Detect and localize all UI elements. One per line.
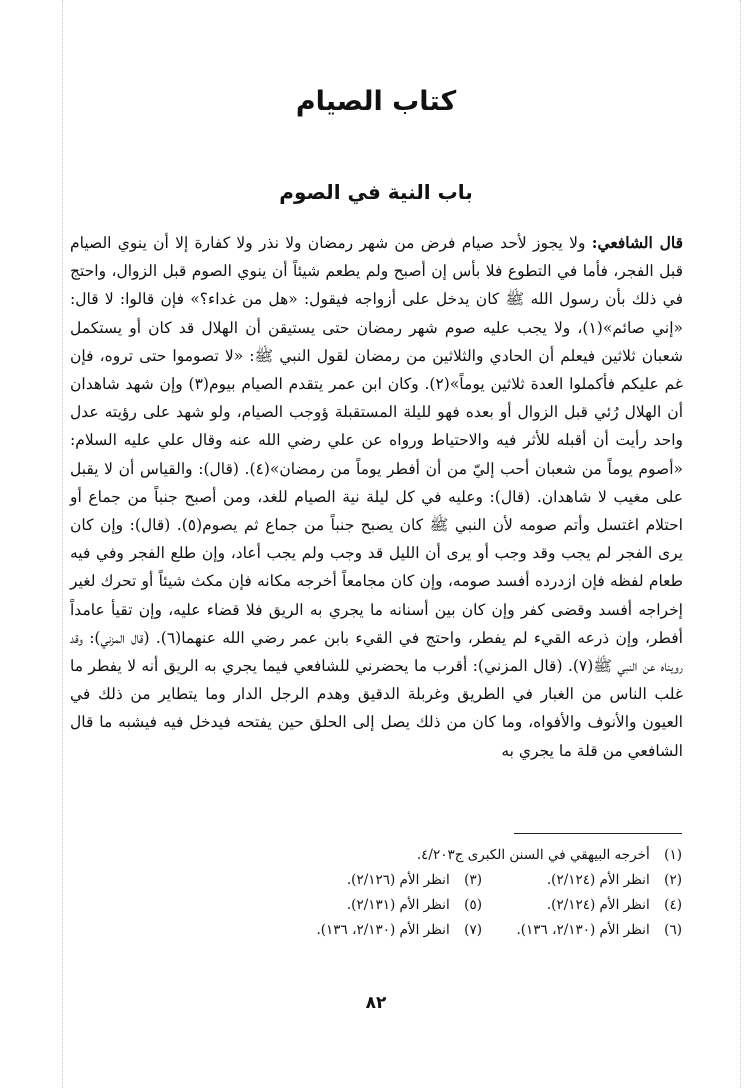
chapter-title: باب النية في الصوم — [279, 180, 473, 204]
footnotes — [69, 843, 682, 943]
footnote-number: (٣) — [464, 872, 482, 888]
main-text — [70, 229, 683, 765]
book-title: كتاب الصيام — [295, 86, 457, 117]
footnote-number: (٧) — [464, 922, 482, 938]
footnote-number: (٦) — [664, 922, 682, 938]
footnote-text: انظر الأم (٢/١٣١). — [346, 897, 450, 913]
lead-in: قال الشافعي: — [591, 233, 683, 252]
footnote — [482, 918, 682, 943]
footnote-text: انظر الأم (٢/١٣٠، ١٣٦). — [516, 922, 650, 938]
footnote-number: (١) — [664, 847, 682, 863]
footnote-number: (٥) — [464, 897, 482, 913]
footnote-row — [69, 843, 682, 868]
footnote-number: (٤) — [664, 897, 682, 913]
scan-margin-line — [740, 0, 741, 1088]
footnote — [482, 893, 682, 918]
footnote-row — [69, 868, 682, 893]
footnote-row — [69, 893, 682, 918]
footnote-text: انظر الأم (٢/١٣٠، ١٣٦). — [316, 922, 450, 938]
scan-margin-line — [62, 0, 63, 1088]
footnote-separator — [514, 833, 682, 834]
footnote-text: انظر الأم (٢/١٢٤). — [546, 872, 650, 888]
paragraph-body: ولا يجوز لأحد صيام فرض من شهر رمضان ولا نذر ولا كفارة إلا أن ينوي الصيام قبل الفجر، فأما في التطوع فلا بأس إن أصبح ولم يطعم شيئاً أن ينوي الصوم قبل الزوال، واحتج في ذلك بأن رسول الله ﷺ كان يدخل على أزواجه فيقول: «هل من غداء؟» فإن قالوا: لا قال: «إني صائم»(١)، ولا يجب عليه صوم شهر رمضان حتى يستيقن أن الهلال قد كان أو يستكمل شعبان ثلاثين فيعلم أن الحادي والثلاثين من رمضان لقول النبي ﷺ: «لا تصوموا حتى تروه، فإن غم عليكم فأكملوا العدة ثلاثين يوماً»(٢). وكان ابن عمر يتقدم الصيام بيوم(٣) وإن شهد شاهدان أن الهلال رُئي قبل الزوال أو بعده فهو لليلة المستقبلة ؤوجب الصيام، ولو شهد على رؤيته عدل واحد رأيت أن أقبله للأثر فيه والاحتياط ورواه عن علي رضي الله عنه وقال علي عليه السلام: «أصوم يوماً من شعبان أحب إليّ من أن أفطر يوماً من رمضان»(٤). (قال): والقياس أن لا يقبل على مغيب لا شاهدان. (قال): وعليه في كل ليلة نية الصيام للغد، ومن أصبح جنباً من جماع أو احتلام اغتسل وأتم صومه لأن النبي ﷺ كان يصبح جنباً من جماع ثم يصوم(٥). (قال): وإن كان يرى الفجر لم يجب وقد وجب أو يرى أن الليل قد وجب ولم يجب أعاد، وإن طلع الفجر وفي فيه طعام لفظه فإن ازدرده أفسد صومه، وإن كان مجامعاً أخرجه مكانه فإن مكث شيئاً أو تحرك لغير إخراجه أفسد وقضى كفر وإن كان بين أسنانه ما يجري به الريق فلا قضاء عليه، وإن تقيأ عامداً أفطر، وإن ذرعه القيء لم يفطر، واحتج في القيء بابن عمر رضي الله عنهما(٦). (قال المزني): وقد رويناه عن النبي ﷺ(٧). (قال المزني): أقرب ما يحضرني للشافعي فيما يجري به الريق أنه لا يفطر ما غلب الناس من الغبار في الطريق وغربلة الدقيق وهدم الرجل الدار وما يتطاير من ذلك في العيون والأنوف والأفواه، وما كان من ذلك يصل إلى الحلق حين يفتحه فيدخل فيه فيشبه ما قال الشافعي من قلة ما يجري به — [70, 234, 683, 760]
footnote — [282, 868, 482, 893]
footnote-text: انظر الأم (٢/١٢٦). — [346, 872, 450, 888]
footnote — [417, 843, 682, 868]
footnote-row — [69, 918, 682, 943]
footnote-text: أخرجه البيهقي في السنن الكبرى ج٤/٢٠٣. — [416, 847, 650, 863]
footnote-number: (٢) — [664, 872, 682, 888]
paragraph — [70, 229, 683, 765]
footnote — [282, 893, 482, 918]
footnote-text: انظر الأم (٢/١٢٤). — [546, 897, 650, 913]
footnote — [282, 918, 482, 943]
page-number: ٨٢ — [365, 993, 387, 1013]
footnote — [482, 868, 682, 893]
